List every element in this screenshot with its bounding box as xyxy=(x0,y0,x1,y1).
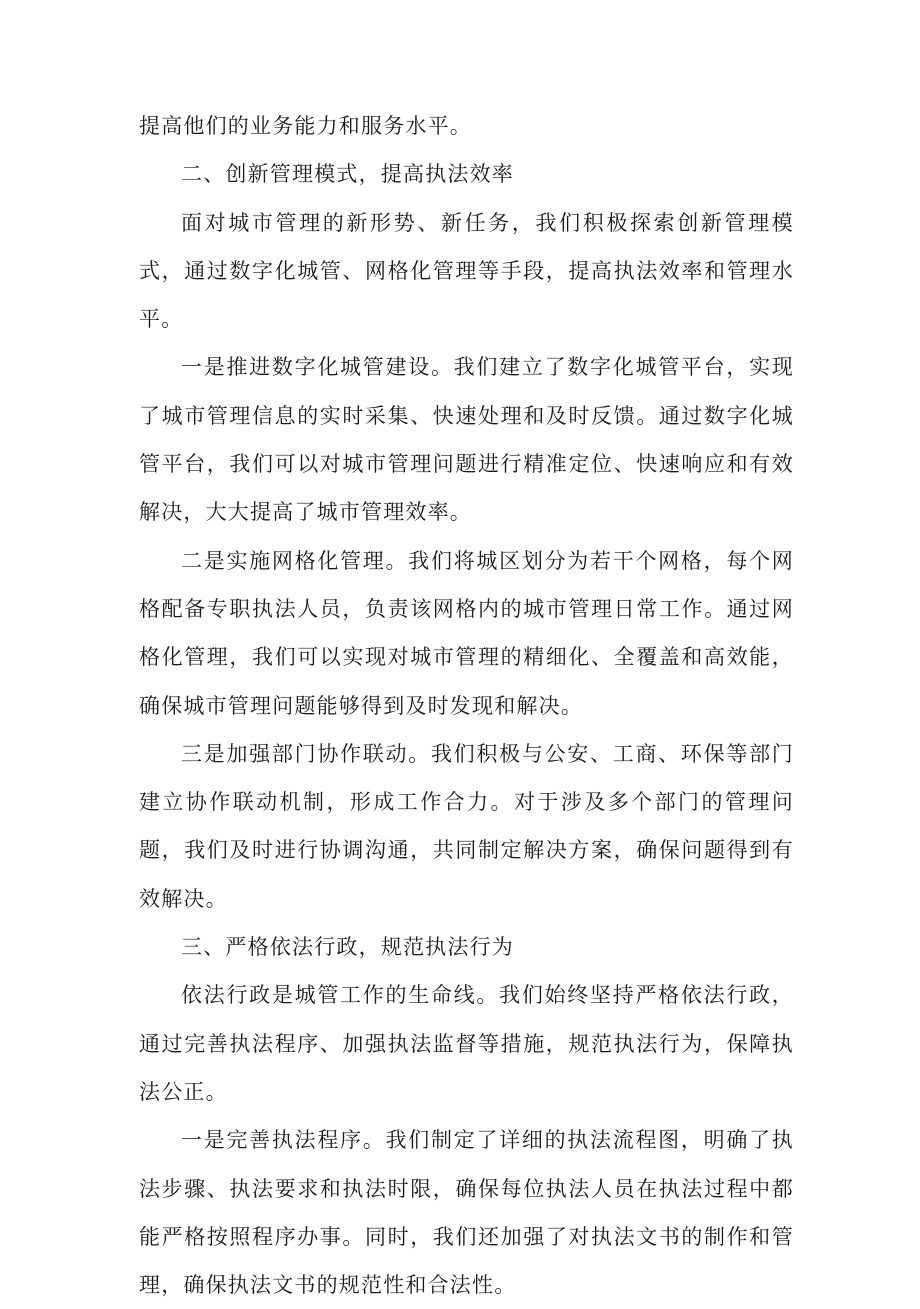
paragraph-digital-management: 一是推进数字化城管建设。我们建立了数字化城管平台，实现了城市管理信息的实时采集、快速处理和及时反馈。通过数字化城管平台，我们可以对城市管理问题进行精准定位、快速响应和有效解决，大大提高了城市管理效率。 xyxy=(139,355,794,525)
section-heading-3: 三、严格依法行政，规范执法行为 xyxy=(181,935,514,960)
document-body xyxy=(139,102,794,1309)
paragraph-section-3-intro: 依法行政是城管工作的生命线。我们始终坚持严格依法行政，通过完善执法程序、加强执法监督等措施，规范执法行为，保障执法公正。 xyxy=(139,983,794,1104)
paragraph-enforcement-procedures: 一是完善执法程序。我们制定了详细的执法流程图，明确了执法步骤、执法要求和执法时限，确保每位执法人员在执法过程中都能严格按照程序办事。同时，我们还加强了对执法文书的制作和管理，确保执法文书的规范性和合法性。 xyxy=(139,1128,794,1298)
paragraph-department-coordination: 三是加强部门协作联动。我们积极与公安、工商、环保等部门建立协作联动机制，形成工作合力。对于涉及多个部门的管理问题，我们及时进行协调沟通，共同制定解决方案，确保问题得到有效解决。 xyxy=(139,741,794,911)
paragraph-section-2-intro: 面对城市管理的新形势、新任务，我们积极探索创新管理模式，通过数字化城管、网格化管理等手段，提高执法效率和管理水平。 xyxy=(139,210,794,332)
paragraph-continuation: 提高他们的业务能力和服务水平。 xyxy=(139,114,472,138)
paragraph-grid-management: 二是实施网格化管理。我们将城区划分为若干个网格，每个网格配备专职执法人员，负责该网格内的城市管理日常工作。通过网格化管理，我们可以实现对城市管理的精细化、全覆盖和高效能，确保城市管理问题能够得到及时发现和解决。 xyxy=(139,548,794,718)
section-heading-2: 二、创新管理模式，提高执法效率 xyxy=(181,162,514,187)
